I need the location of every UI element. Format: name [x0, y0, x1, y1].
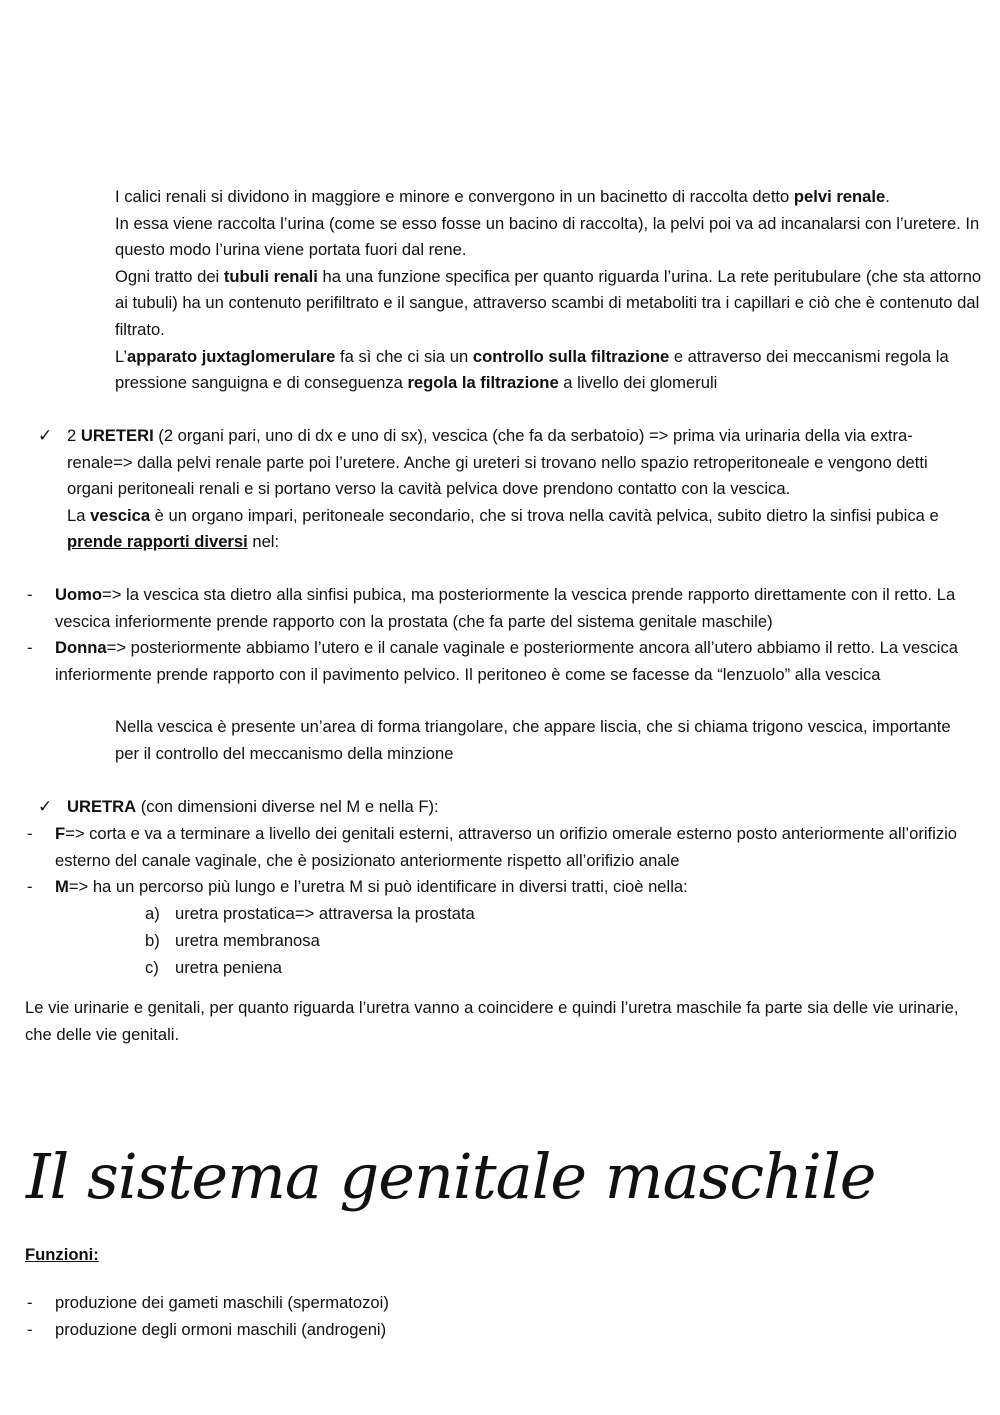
text-run: fa sì che ci sia un: [335, 346, 473, 366]
list-item-funzione: produzione degli ormoni maschili (androgeni): [55, 1320, 387, 1339]
text-run: L’: [115, 346, 127, 366]
list-item-uomo: [55, 582, 980, 635]
text-run: ha una funzione specifica per quanto riguarda l’urina. La rete peritubulare (che sta attorno ai tubuli) ha un contenuto perifiltrato e il sangue, attraverso scambi di metaboliti tra i capillari e ciò che è contenuto dal filtrato.: [115, 266, 982, 339]
text-run: nel:: [247, 532, 280, 552]
dash-bullet: -: [27, 877, 33, 896]
list-item-text: uretra peniena: [175, 958, 283, 977]
bold-controllo-filtrazione: controllo sulla filtrazione: [472, 346, 670, 366]
dash-bullet: -: [27, 1320, 33, 1339]
list-marker: c): [145, 958, 159, 977]
bold-uretra: URETRA: [67, 797, 137, 816]
text-run: e attraverso dei meccanismi regola la pressione sanguigna e di conseguenza: [115, 346, 949, 393]
dash-bullet: -: [27, 638, 33, 657]
text-run: .: [885, 187, 890, 206]
bold-pelvi-renale: pelvi renale: [793, 187, 886, 206]
list-item-funzione: produzione dei gameti maschili (spermatozoi): [55, 1293, 389, 1312]
text-run: In essa viene raccolta l’urina (come se esso fosse un bacino di raccolta), la pelvi poi va ad incanalarsi con l’uretere. In questo modo l’urina viene portata fuori dal rene.: [115, 213, 980, 260]
list-item-f: [55, 821, 980, 874]
text-run: I calici renali si dividono in maggiore e minore e convergono in un bacinetto di raccolta detto: [115, 187, 794, 206]
bold-ureteri: URETERI: [80, 426, 154, 445]
bold-apparato-juxtaglomerulare: apparato juxtaglomerulare: [127, 346, 336, 366]
text-run: è un organo impari, peritoneale secondario, che si trova nella cavità pelvica, subito dietro la sinfisi pubica e: [150, 505, 939, 525]
dash-bullet: -: [27, 824, 33, 843]
bold-uomo: Uomo: [55, 585, 103, 604]
list-item-m: [55, 874, 980, 901]
paragraph-ureteri: [67, 423, 977, 556]
text-run: => corta e va a terminare a livello dei genitali esterni, attraverso un orifizio omerale esterno posto anteriormente all’orifizio esterno del canale vaginale, che è posizionato anteriormente rispetto all’orifizio anale: [55, 824, 958, 870]
bold-f: F: [55, 824, 66, 843]
heading-uretra: [67, 794, 977, 821]
checkmark-icon: ✓: [38, 426, 53, 445]
list-item-text: uretra prostatica=> attraversa la prostata: [175, 904, 475, 923]
text-run: La: [67, 505, 91, 525]
list-marker: a): [145, 904, 160, 923]
bold-vescica: vescica: [90, 505, 151, 525]
underlined-prende-rapporti: prende rapporti diversi: [67, 532, 248, 552]
checkmark-icon: ✓: [38, 797, 53, 816]
paragraph-calici-renali: [115, 184, 985, 397]
text-run: 2: [67, 426, 81, 445]
text-run: => la vescica sta dietro alla sinfisi pubica, ma posteriormente la vescica prende rapporto direttamente con il retto. La vescica inferiormente prende rapporto con la prostata (che fa parte del sistema genitale maschile): [55, 585, 956, 631]
text-run: => ha un percorso più lungo e l’uretra M si può identificare in diversi tratti, cioè nella:: [68, 877, 688, 896]
list-item-text: uretra membranosa: [175, 931, 320, 950]
underlined-funzioni: Funzioni:: [25, 1245, 99, 1264]
list-marker: b): [145, 931, 160, 950]
section-title: Il sistema genitale maschile: [26, 1140, 876, 1213]
text-run: a livello dei glomeruli: [558, 373, 718, 393]
text-run: => posteriormente abbiamo l’utero e il canale vaginale e posteriormente ancora all’utero abbiamo il retto. La vescica inferiormente prende rapporto con il pavimento pelvico. Il peritoneo è come se facesse da “lenzuolo” alla vescica: [55, 638, 958, 684]
bold-regola-filtrazione: regola la filtrazione: [407, 373, 559, 393]
bold-donna: Donna: [55, 638, 107, 657]
heading-funzioni: [25, 1242, 980, 1269]
dash-bullet: -: [27, 585, 33, 604]
bold-m: M: [55, 877, 69, 896]
dash-bullet: -: [27, 1293, 33, 1312]
text-run: (con dimensioni diverse nel M e nella F):: [136, 797, 439, 816]
list-item-donna: [55, 635, 980, 688]
text-run: Ogni tratto dei: [115, 266, 224, 286]
paragraph-conclusion: Le vie urinarie e genitali, per quanto riguarda l’uretra vanno a coincidere e quindi l’uretra maschile fa parte sia delle vie urinarie, che delle vie genitali.: [25, 998, 959, 1044]
bold-tubuli-renali: tubuli renali: [223, 266, 318, 286]
text-run: (2 organi pari, uno di dx e uno di sx), vescica (che fa da serbatoio) => prima via urinaria della via extra-renale=> dalla pelvi renale parte poi l’uretere. Anche gi ureteri si trovano nello spazio retroperitoneale e vengono detti organi peritoneali renali e si portano verso la cavità pelvica dove prendono contatto con la vescica.: [67, 426, 928, 499]
paragraph-trigono: Nella vescica è presente un’area di forma triangolare, che appare liscia, che si chiama trigono vescica, importante per il controllo del meccanismo della minzione: [115, 717, 951, 763]
